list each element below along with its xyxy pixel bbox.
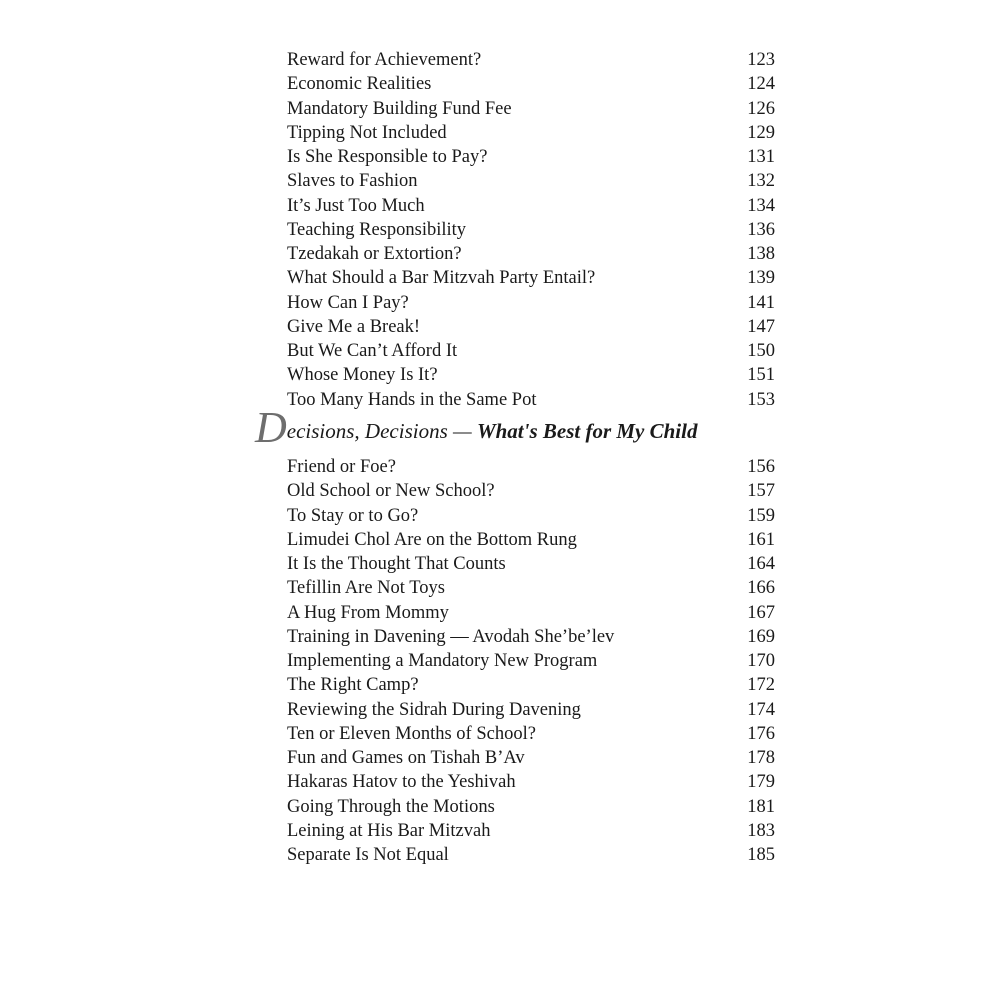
toc-entry-page: 139 — [747, 268, 775, 289]
toc-entry-title: A Hug From Mommy — [287, 602, 449, 623]
toc-entry — [287, 121, 775, 145]
toc-entry-page: 179 — [747, 772, 775, 793]
toc-entry-title: Tzedakah or Extortion? — [287, 244, 462, 264]
toc-entry-page: 157 — [747, 481, 775, 502]
toc-entry — [287, 625, 775, 649]
toc-entry-page: 174 — [747, 699, 775, 720]
toc-entry-page: 159 — [747, 505, 775, 526]
toc-entry — [287, 218, 775, 242]
toc-entry-title: Going Through the Motions — [287, 796, 495, 817]
toc-entry — [287, 455, 775, 479]
toc-entry — [287, 528, 775, 552]
toc-entry-title: Tefillin Are Not Toys — [287, 578, 445, 599]
toc-entry-page: 172 — [747, 675, 775, 696]
toc-entry-page: 131 — [747, 147, 775, 167]
toc-entry-page: 161 — [747, 529, 775, 550]
toc-entry — [287, 698, 775, 722]
toc-entry-title: Give Me a Break! — [287, 316, 421, 337]
toc-entry-title: Teaching Responsibility — [287, 219, 467, 240]
toc-entry-page: 169 — [747, 626, 775, 647]
toc-entry-title: Too Many Hands in the Same Pot — [287, 389, 537, 410]
toc-entry-page: 147 — [747, 316, 775, 337]
toc-entry-title: Friend or Foe? — [287, 457, 396, 477]
toc-entry-title: Old School or New School? — [287, 481, 495, 502]
toc-entry-title: Leining at His Bar Mitzvah — [287, 820, 491, 841]
toc-entry-page: 126 — [747, 98, 775, 119]
toc-entry-page: 166 — [747, 578, 775, 599]
toc-entry — [287, 72, 775, 96]
toc-entry — [287, 194, 775, 218]
toc-entry — [287, 576, 775, 600]
toc-entry-title: The Right Camp? — [287, 675, 419, 696]
toc-entry — [287, 169, 775, 193]
toc-entry-title: Separate Is Not Equal — [287, 845, 449, 865]
toc-entry-page: 136 — [747, 219, 775, 240]
toc-entry-title: Hakaras Hatov to the Yeshivah — [287, 772, 516, 793]
toc-entry — [287, 315, 775, 339]
toc-entry-page: 176 — [747, 723, 775, 744]
toc-entry-page: 178 — [747, 748, 775, 768]
toc-entry — [287, 339, 775, 363]
toc-entry-page: 132 — [747, 171, 775, 192]
toc-entry-title: Tipping Not Included — [287, 122, 447, 143]
toc-entry — [287, 291, 775, 315]
toc-entry-page: 164 — [747, 554, 775, 574]
toc-entry-title: Reviewing the Sidrah During Davening — [287, 699, 581, 720]
toc-entry-page: 123 — [747, 50, 775, 70]
toc-entry-page: 183 — [747, 820, 775, 841]
toc-entry-page: 129 — [747, 122, 775, 143]
toc-entry — [287, 770, 775, 794]
toc-entry — [287, 242, 775, 266]
toc-entry-title: It’s Just Too Much — [287, 195, 425, 216]
toc-entry — [287, 673, 775, 697]
toc-entry — [287, 504, 775, 528]
toc-section-1 — [287, 48, 775, 412]
toc-entry — [287, 795, 775, 819]
toc-entry — [287, 649, 775, 673]
toc-entry — [287, 746, 775, 770]
toc-entry-title: But We Can’t Afford It — [287, 341, 458, 361]
toc-entry-page: 153 — [747, 389, 775, 410]
section-heading — [255, 403, 775, 452]
toc-entry-title: Reward for Achievement? — [287, 50, 482, 70]
toc-entry — [287, 97, 775, 121]
toc-entry-title: Mandatory Building Fund Fee — [287, 98, 512, 119]
toc-section-2 — [287, 455, 775, 867]
toc-entry-page: 134 — [747, 195, 775, 216]
toc-entry — [287, 363, 775, 387]
toc-entry-page: 151 — [747, 365, 775, 386]
toc-entry-title: Implementing a Mandatory New Program — [287, 651, 598, 671]
toc-entry-title: Slaves to Fashion — [287, 171, 418, 192]
toc-entry-title: Limudei Chol Are on the Bottom Rung — [287, 529, 577, 550]
toc-entry — [287, 843, 775, 867]
toc-entry-title: It Is the Thought That Counts — [287, 554, 506, 574]
toc-entry-page: 185 — [747, 845, 775, 865]
toc-entry — [287, 145, 775, 169]
section-heading-initial: D — [255, 403, 287, 452]
toc-entry — [287, 266, 775, 290]
toc-entry-page: 181 — [747, 796, 775, 817]
toc-entry — [287, 552, 775, 576]
toc-entry-title: Ten or Eleven Months of School? — [287, 723, 536, 744]
toc-entry-page: 167 — [747, 602, 775, 623]
toc-entry-title: Fun and Games on Tishah B’Av — [287, 748, 525, 768]
toc-entry-page: 150 — [747, 341, 775, 361]
toc-entry-title: Is She Responsible to Pay? — [287, 147, 488, 167]
toc-entry-title: Whose Money Is It? — [287, 365, 438, 386]
toc-entry-title: What Should a Bar Mitzvah Party Entail? — [287, 268, 596, 289]
toc-entry — [287, 722, 775, 746]
toc-entry-page: 124 — [747, 74, 775, 95]
section-heading-emphasis: What's Best for My Child — [476, 419, 698, 443]
toc-entry-page: 170 — [747, 651, 775, 671]
toc-entry-page: 141 — [747, 292, 775, 313]
toc-entry-page: 156 — [747, 457, 775, 477]
toc-entry-title: Economic Realities — [287, 74, 432, 95]
toc-entry — [287, 819, 775, 843]
toc-entry-title: Training in Davening — Avodah She’be’lev — [287, 626, 615, 647]
toc-entry — [287, 601, 775, 625]
toc-entry — [287, 48, 775, 72]
toc-entry-title: How Can I Pay? — [287, 292, 409, 313]
toc-entry-title: To Stay or to Go? — [287, 505, 419, 526]
section-heading-text: ecisions, Decisions — — [286, 419, 477, 443]
toc-entry-page: 138 — [747, 244, 775, 264]
toc-entry — [287, 479, 775, 503]
